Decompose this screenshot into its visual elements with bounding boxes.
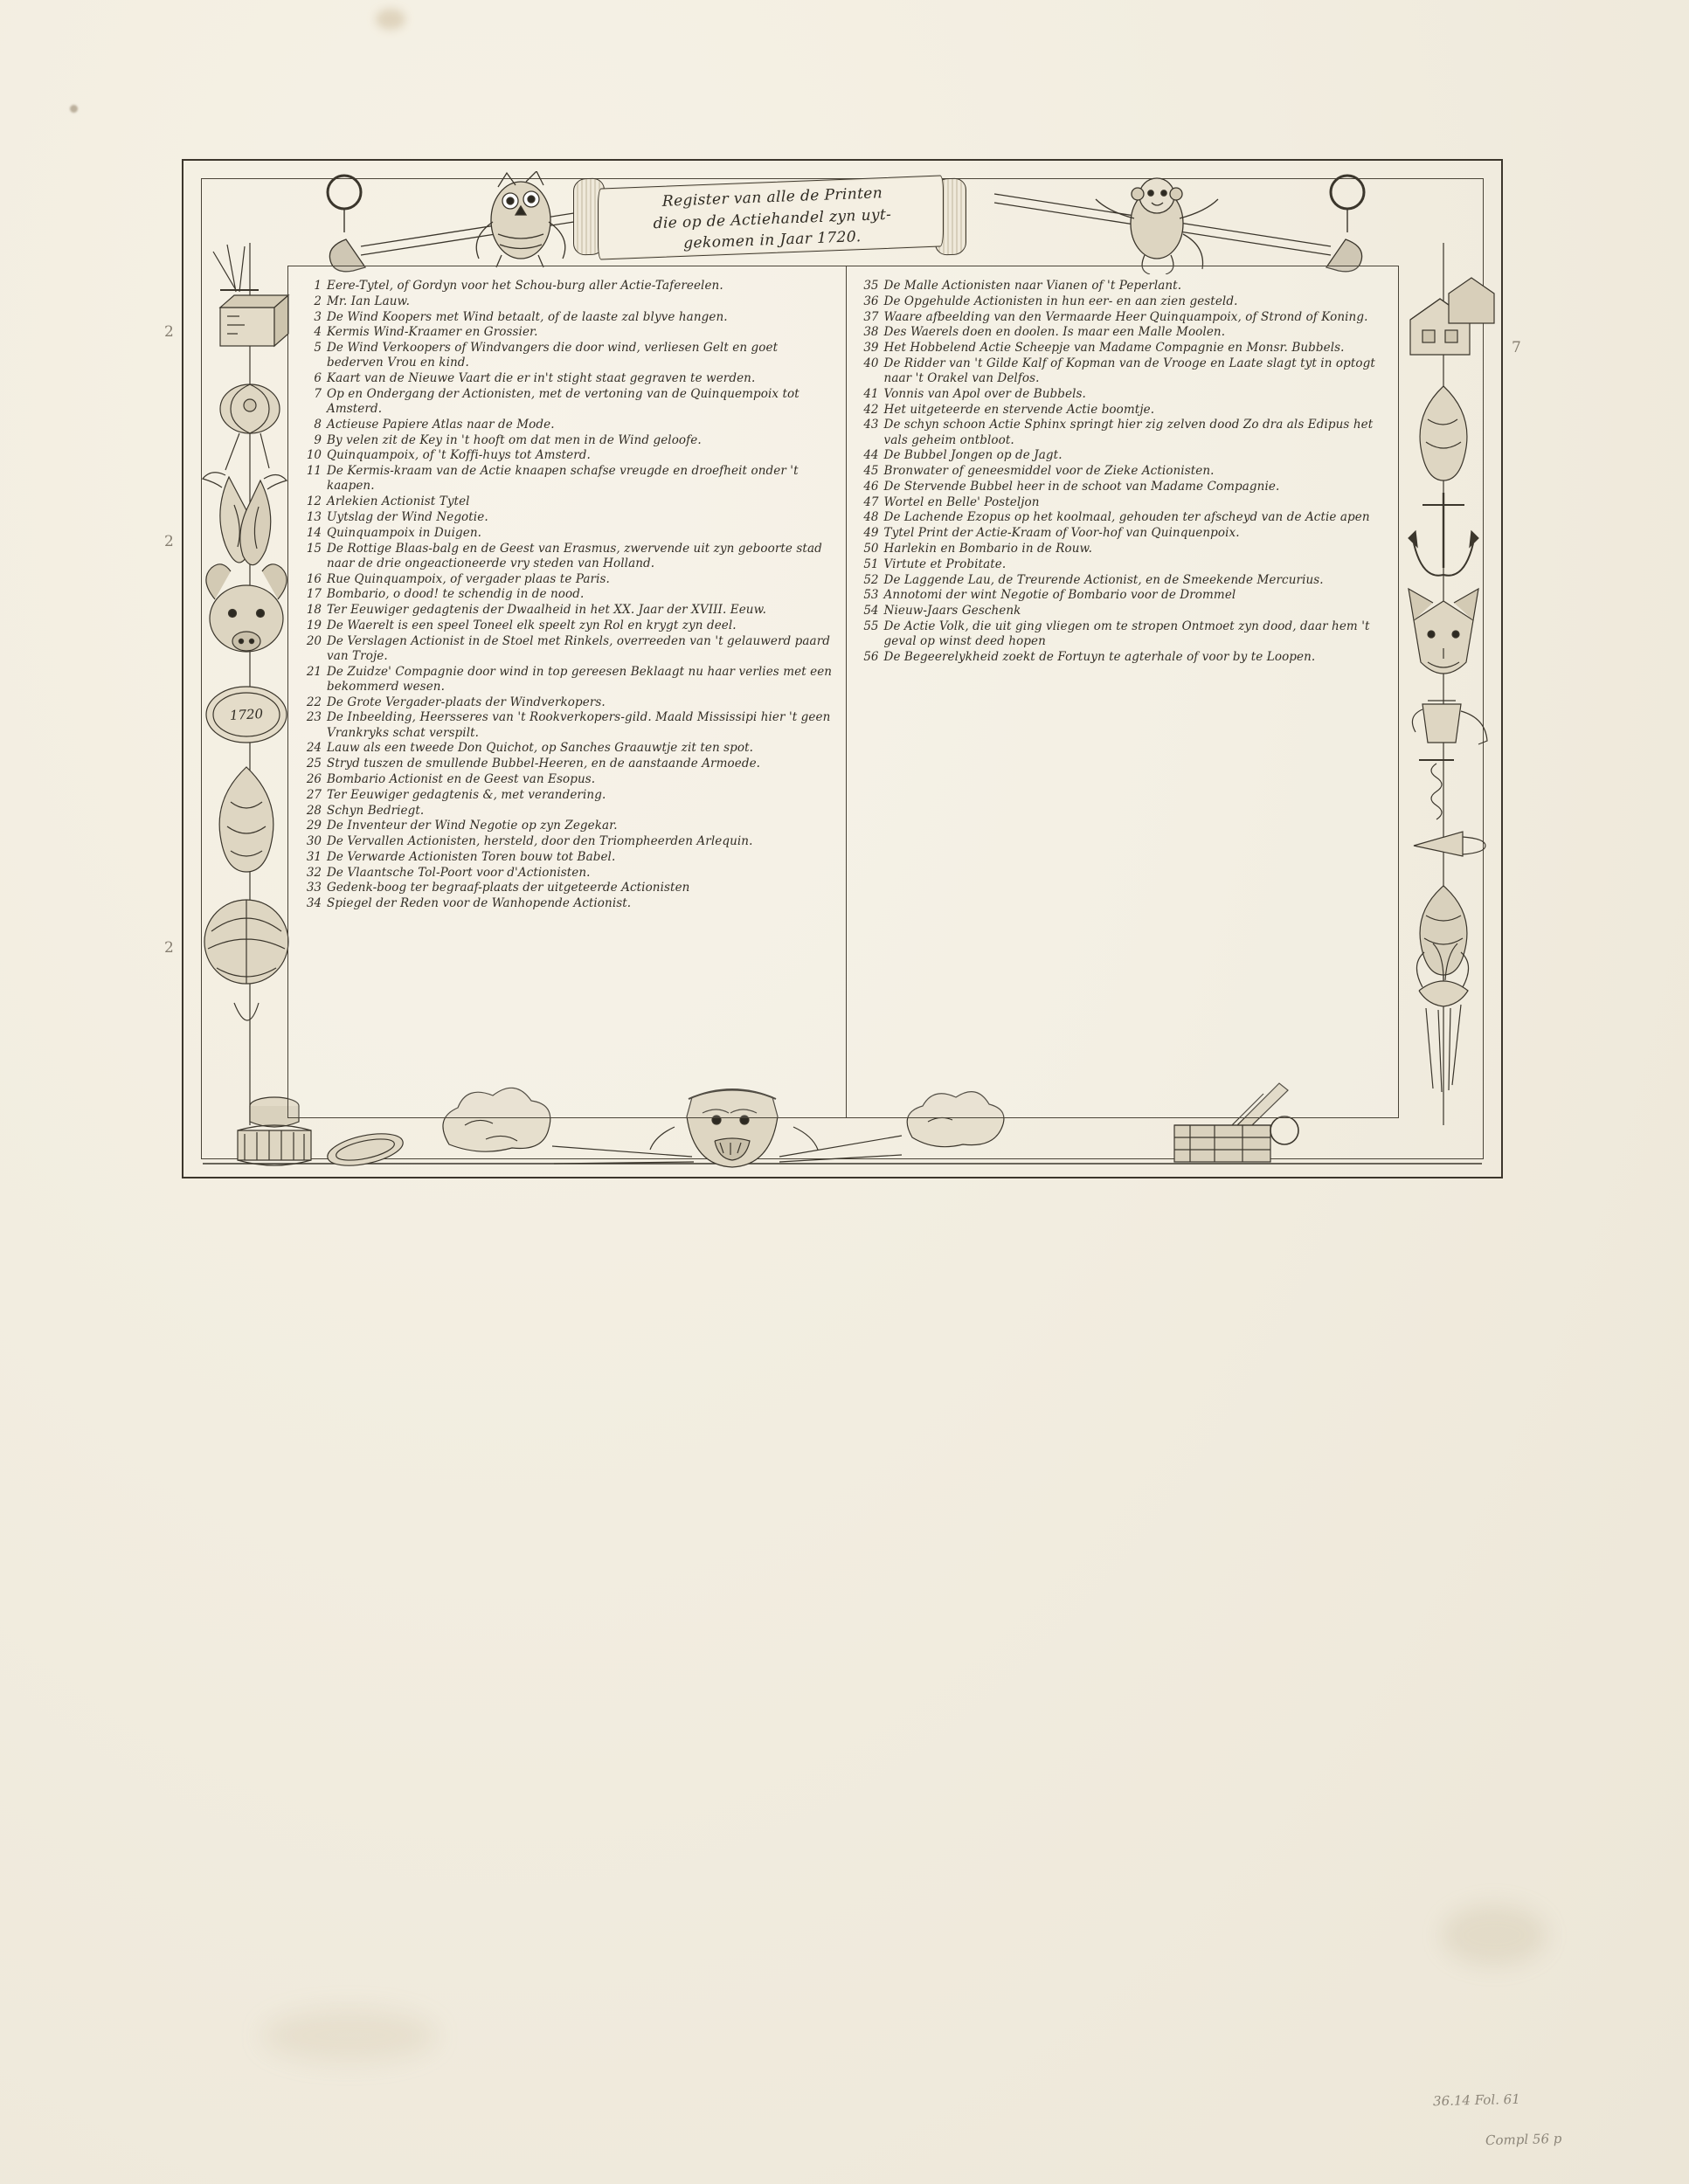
list-item: 45 Bronwater of geneesmiddel voor de Zieke Actionisten.: [863, 464, 1215, 479]
list-item: 12 Arlekien Actionist Tytel: [306, 494, 470, 509]
list-item: 11 De Kermis-kraam van de Actie knaapen schafse vreugde en droefheit onder 't kaapen.: [306, 464, 799, 494]
list-item: 30 De Vervallen Actionisten, hersteld, door den Triompheerden Arlequin.: [306, 834, 753, 849]
list-item: 1 Eere-Tytel, of Gordyn voor het Schou-burg aller Actie-Tafereelen.: [314, 279, 723, 293]
list-item: 17 Bombario, o dood! te schendig in de nood.: [306, 587, 585, 602]
list-item: 38 Des Waerels doen en doolen. Is maar een Malle Moolen.: [863, 325, 1226, 340]
list-item: 52 De Laggende Lau, de Treurende Actionist, en de Smeekende Mercurius.: [863, 572, 1324, 587]
list-item: 51 Virtute et Probitate.: [863, 556, 1007, 571]
list-item: 37 Waare afbeelding van den Vermaarde Heer Quinquampoix, of Strond of Koning.: [863, 309, 1368, 324]
plate-title: [612, 181, 933, 258]
list-item: 23 De Inbeelding, Heersseres van 't Rookverkopers-gild. Maald Mississipi hier 't geen Vrankryks schat verspilt.: [306, 710, 831, 740]
title-line-1: Register van alle de Printen: [661, 184, 883, 211]
list-item: 28 Schyn Bedriegt.: [306, 803, 425, 818]
register-list-frame: [287, 266, 1399, 1118]
list-item: 3 De Wind Koopers met Wind betaalt, of de laaste zal blyve hangen.: [314, 309, 728, 324]
list-item: 26 Bombario Actionist en de Geest van Esopus.: [306, 772, 596, 786]
list-item: 56 De Begeerelykheid zoekt de Fortuyn te agterhale of voor by te Loopen.: [863, 649, 1316, 664]
list-item: 43 De schyn schoon Actie Sphinx springt hier zig zelven dood Zo dra als Edipus het vals geheim ontbloot.: [863, 418, 1374, 447]
list-item: 27 Ter Eeuwiger gedagtenis &, met verandering.: [306, 787, 606, 802]
list-item: 46 De Stervende Bubbel heer in de schoot van Madame Compagnie.: [863, 479, 1280, 494]
register-right-column: [846, 275, 1398, 1112]
margin-mark-right-upper: 7: [1512, 339, 1521, 356]
list-item: 10 Quinquampoix, of 't Koffi-huys tot Amsterd.: [306, 448, 591, 463]
list-item: 13 Uytslag der Wind Negotie.: [306, 509, 488, 524]
list-item: 39 Het Hobbelend Actie Scheepje van Madame Compagnie en Monsr. Bubbels.: [863, 341, 1345, 356]
left-ornament-column: [196, 243, 292, 1125]
list-item: 20 De Verslagen Actionist in de Stoel met Rinkels, overreeden van 't gelauwerd paard van Troje.: [306, 633, 831, 663]
list-item: 31 De Verwarde Actionisten Toren bouw tot Babel.: [306, 849, 616, 864]
list-item: 44 De Bubbel Jongen op de Jagt.: [863, 448, 1063, 463]
register-left-column: [288, 275, 846, 1112]
paper-stain: [262, 2009, 437, 2062]
list-item: 24 Lauw als een tweede Don Quichot, op Sanches Graauwtje zit ten spot.: [306, 741, 754, 756]
title-line-2: die op de Actiehandel zyn uyt-: [653, 205, 892, 232]
list-item: 29 De Inventeur der Wind Negotie op zyn Zegekar.: [306, 819, 618, 833]
list-item: 54 Nieuw-Jaars Geschenk: [863, 604, 1021, 619]
list-item: 2 Mr. Ian Lauw.: [314, 294, 410, 308]
paper-note-catalog-number: 36.14 Fol. 61: [1432, 2091, 1520, 2110]
margin-mark-left-lower: 2: [164, 939, 174, 957]
list-item: 5 De Wind Verkoopers of Windvangers die door wind, verliesen Gelt en goet bederven Vrou en kind.: [314, 341, 779, 370]
list-item: 36 De Opgehulde Actionisten in hun eer- en aan zien gesteld.: [863, 294, 1238, 308]
right-ornament-column: [1402, 243, 1498, 1125]
list-item: 21 De Zuidze' Compagnie door wind in top gereesen Beklaagt nu haar verlies met een bekommerd wesen.: [306, 664, 833, 694]
list-item: 16 Rue Quinquampoix, of vergader plaas te Paris.: [306, 571, 610, 586]
list-item: 32 De Vlaantsche Tol-Poort voor d'Actionisten.: [306, 865, 591, 880]
list-item: 14 Quinquampoix in Duigen.: [306, 525, 482, 540]
list-item: 48 De Lachende Ezopus op het koolmaal, gehouden ter afscheyd van de Actie apen: [863, 510, 1370, 525]
list-item: 9 By velen zit de Key in 't hooft om dat men in de Wind geloofe.: [314, 432, 702, 447]
list-item: 15 De Rottige Blaas-balg en de Geest van Erasmus, zwervende uit zyn geboorte stad naar de drie ongeactioneerde vry steden van Holland.: [306, 541, 822, 570]
list-item: 7 Op en Ondergang der Actionisten, met de vertoning van de Quinquempoix tot Amsterd.: [314, 386, 800, 417]
list-item: 41 Vonnis van Apol over de Bubbels.: [863, 386, 1086, 401]
list-item: 8 Actieuse Papiere Atlas naar de Mode.: [314, 417, 555, 432]
list-item: 34 Spiegel der Reden voor de Wanhopende Actionist.: [306, 896, 632, 911]
list-item: 42 Het uitgeteerde en stervende Actie boomtje.: [863, 402, 1155, 417]
list-item: 18 Ter Eeuwiger gedagtenis der Dwaalheid in het XX. Jaar der XVIII. Eeuw.: [306, 603, 767, 618]
list-item: 55 De Actie Volk, die uit ging vliegen om te stropen Ontmoet zyn dood, daar hem 't geval op winst deed hopen: [863, 619, 1370, 649]
title-cartouche: [573, 176, 966, 257]
paper-note-completeness: Compl 56 p: [1485, 2130, 1562, 2149]
list-item: 50 Harlekin en Bombario in de Rouw.: [863, 542, 1092, 556]
list-item: 49 Tytel Print der Actie-Kraam of Voor-hof van Quinquenpoix.: [863, 526, 1240, 541]
list-item: 40 De Ridder van 't Gilde Kalf of Kopman van de Vrooge en Laate slagt tyt in optogt naar 't Orakel van Delfos.: [863, 356, 1375, 386]
list-item: 6 Kaart van de Nieuwe Vaart die er in't stight staat gegraven te werden.: [314, 371, 756, 386]
margin-mark-left-upper: 2: [164, 323, 174, 341]
margin-mark-left-middle: 2: [164, 533, 174, 550]
list-item: 47 Wortel en Belle' Posteljon: [863, 494, 1040, 509]
list-item: 22 De Grote Vergader-plaats der Windverkopers.: [306, 695, 606, 709]
list-item: 33 Gedenk-boog ter begraaf-plaats der uitgeteerde Actionisten: [306, 881, 690, 895]
list-item: 25 Stryd tuszen de smullende Bubbel-Heeren, en de aanstaande Armoede.: [306, 757, 761, 771]
year-medallion-label: 1720: [229, 706, 264, 723]
list-item: 4 Kermis Wind-Kraamer en Grossier.: [314, 325, 538, 340]
list-item: 19 De Waerelt is een speel Toneel elk speelt zyn Rol en krygt zyn deel.: [306, 618, 737, 632]
paper-stain: [376, 9, 405, 30]
engraved-plate: [182, 159, 1503, 1178]
list-item: 35 De Malle Actionisten naar Vianen of 't Peperlant.: [863, 279, 1182, 293]
list-item: 53 Annotomi der wint Negotie of Bombario voor de Drommel: [863, 588, 1236, 603]
title-line-3: gekomen in Jaar 1720.: [683, 228, 862, 253]
paper-stain: [1442, 1904, 1547, 1966]
paper-stain: [70, 105, 78, 113]
